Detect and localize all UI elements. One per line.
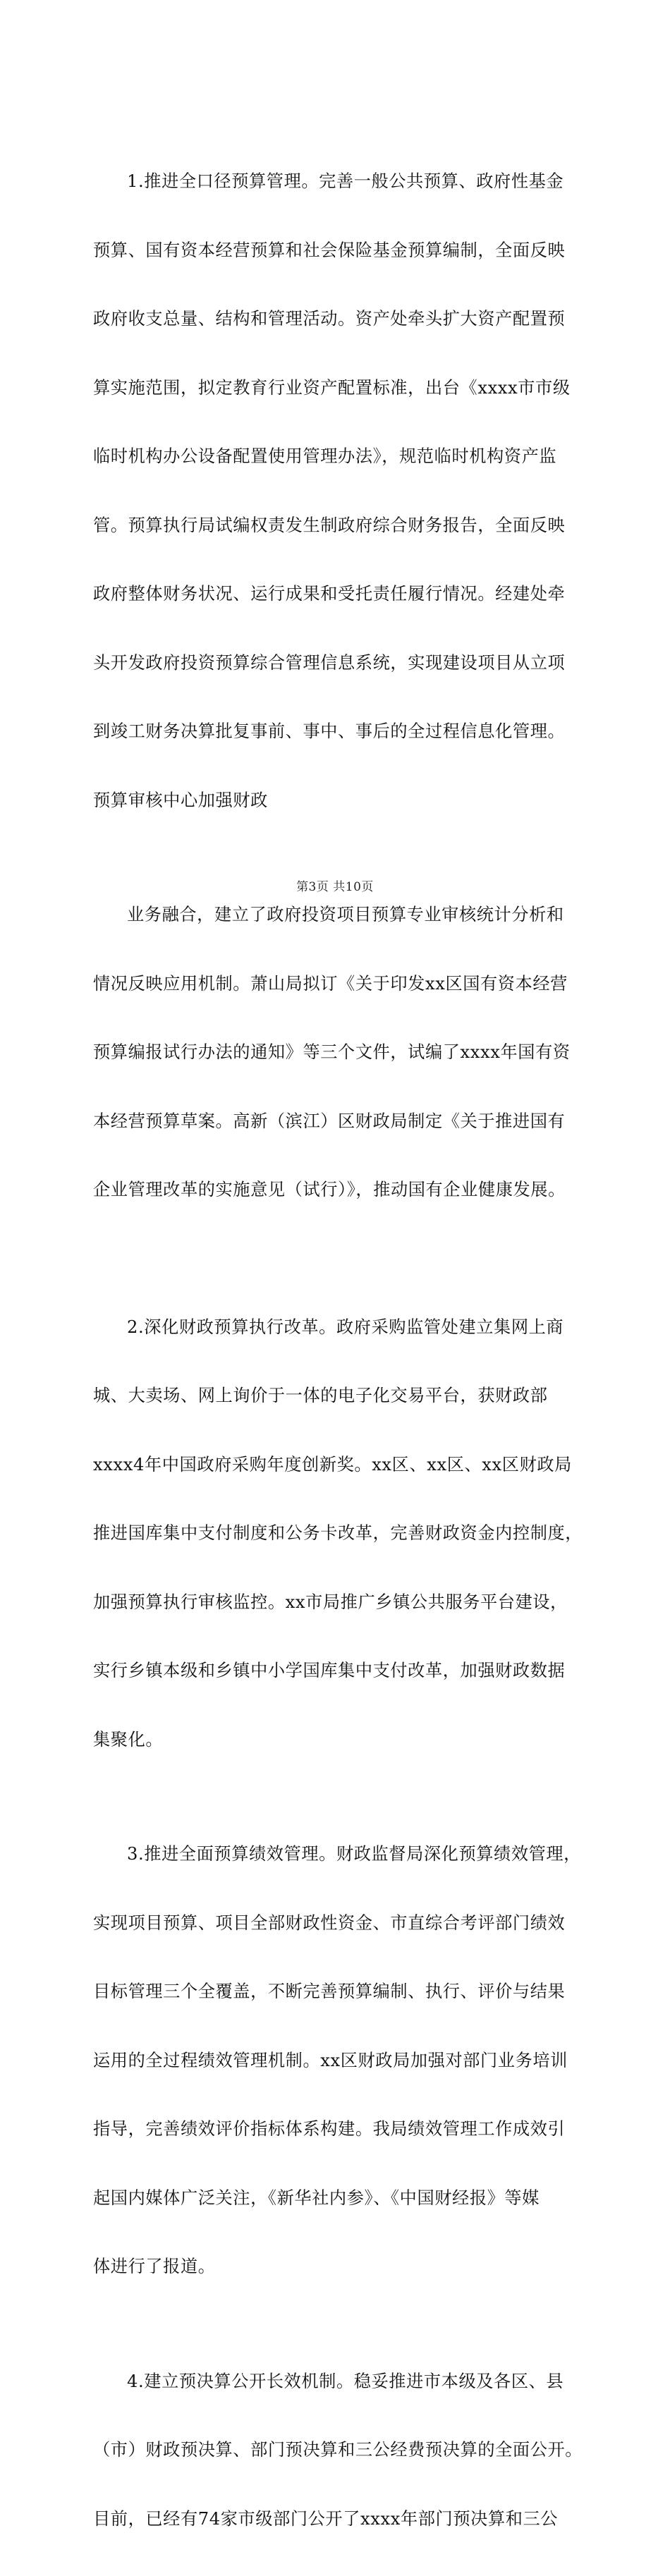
text-line: 到竣工财务决算批复事前、事中、事后的全过程信息化管理。	[93, 720, 594, 743]
text-line: 政府整体财务状况、运行成果和受托责任履行情况。经建处牵	[93, 582, 594, 606]
page-number-label: 第3页 共10页	[296, 880, 374, 894]
text-line: 预算审核中心加强财政	[93, 789, 594, 812]
paragraph-4	[93, 1797, 594, 2324]
text-line: 2.深化财政预算执行改革。政府采购监管处建立集网上商	[93, 1316, 594, 1339]
paragraph-3	[93, 1270, 594, 1797]
text-line: 加强预算执行审核监控。xx市局推广乡镇公共服务平台建设，	[93, 1591, 594, 1614]
text-line: xxxx4年中国政府采购年度创新奖。xx区、xx区、xx区财政局	[93, 1453, 594, 1477]
text-line: 实行乡镇本级和乡镇中小学国库集中支付改革，加强财政数据	[93, 1659, 594, 1683]
text-line: 集聚化。	[93, 1728, 594, 1752]
text-line: 推进国库集中支付制度和公务卡改革，完善财政资金内控制度，	[93, 1522, 594, 1545]
text-line: 业务融合，建立了政府投资项目预算专业审核统计分析和	[93, 903, 594, 927]
text-line: 情况反映应用机制。萧山局拟订《关于印发xx区国有资本经营	[93, 972, 594, 996]
text-line: 政府收支总量、结构和管理活动。资产处牵头扩大资产配置预	[93, 307, 594, 331]
text-line: 实现项目预算、项目全部财政性资金、市直综合考评部门绩效	[93, 1912, 594, 1935]
text-line: 城、大卖场、网上询价于一体的电子化交易平台，获财政部	[93, 1384, 594, 1408]
text-line: 企业管理改革的实施意见（试行）》，推动国有企业健康发展。	[93, 1178, 594, 1202]
text-line: 体进行了报道。	[93, 2255, 594, 2278]
text-line: 临时机构办公设备配置使用管理办法》，规范临时机构资产监	[93, 445, 594, 468]
text-line: 本经营预算草案。高新（滨江）区财政局制定《关于推进国有	[93, 1110, 594, 1133]
paragraph-spacer	[93, 1247, 594, 1270]
page-footer	[0, 877, 670, 894]
paragraph-2	[93, 857, 594, 1247]
text-line: 指导，完善绩效评价指标体系构建。我局绩效管理工作成效引	[93, 2118, 594, 2141]
document-page	[0, 0, 670, 948]
text-line: 1.推进全口径预算管理。完善一般公共预算、政府性基金	[93, 170, 594, 193]
text-line: 起国内媒体广泛关注，《新华社内参》、《中国财经报》等媒	[93, 2187, 594, 2210]
text-line: 4.建立预决算公开长效机制。稳妥推进市本级及各区、县	[93, 2370, 594, 2393]
text-line: 3.推进全面预算绩效管理。财政监督局深化预算绩效管理，	[93, 1843, 594, 1866]
text-line: 算实施范围，拟定教育行业资产配置标准，出台《xxxx市市级	[93, 377, 594, 400]
paragraph-1	[93, 124, 594, 857]
text-line: 目标管理三个全覆盖，不断完善预算编制、执行、评价与结果	[93, 1980, 594, 2003]
text-line: 管。预算执行局试编权责发生制政府综合财务报告，全面反映	[93, 514, 594, 537]
text-line: 运用的全过程绩效管理机制。xx区财政局加强对部门业务培训	[93, 2049, 594, 2073]
document-body	[93, 124, 594, 2576]
text-line: 目前，已经有74家市级部门公开了xxxx年部门预决算和三公	[93, 2508, 594, 2531]
paragraph-5	[93, 2324, 594, 2576]
text-line: 预算编报试行办法的通知》等三个文件，试编了xxxx年国有资	[93, 1041, 594, 1064]
text-line: 头开发政府投资预算综合管理信息系统，实现建设项目从立项	[93, 652, 594, 675]
text-line: 预算、国有资本经营预算和社会保险基金预算编制，全面反映	[93, 239, 594, 262]
text-line: （市）财政预决算、部门预决算和三公经费预决算的全面公开。	[93, 2438, 594, 2462]
